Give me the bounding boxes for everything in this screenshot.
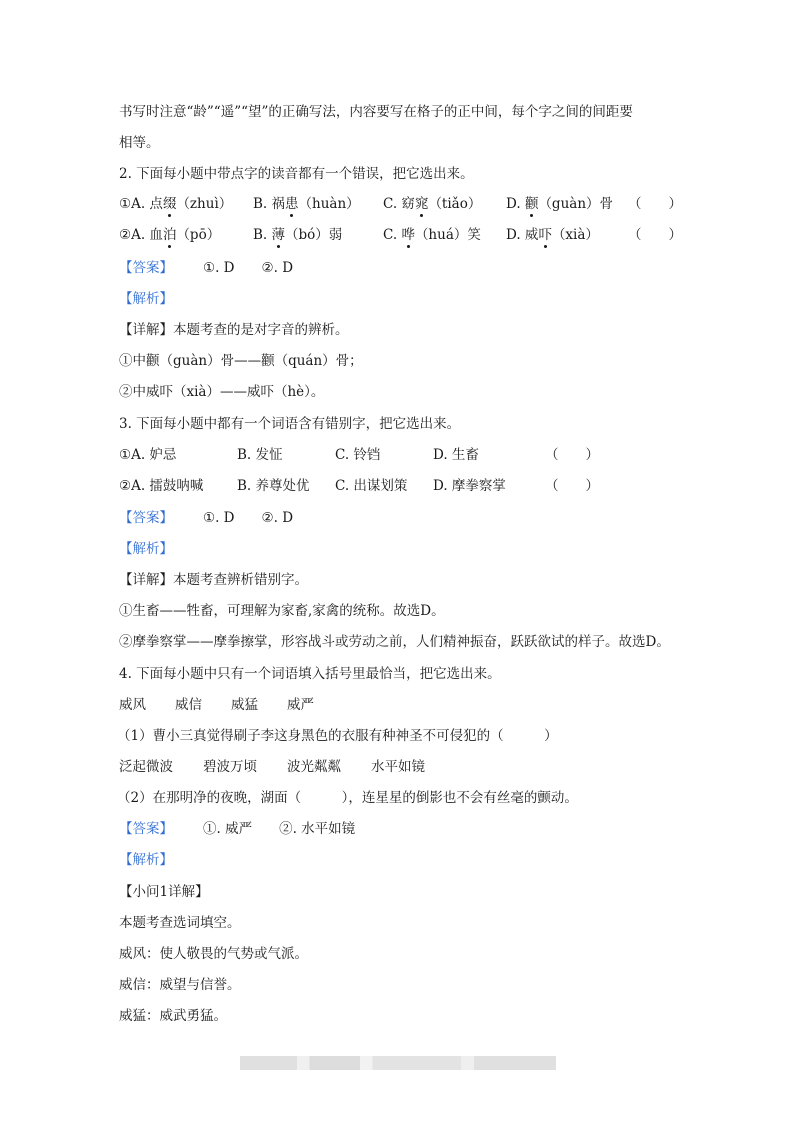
question-2-row-1 (119, 195, 682, 213)
option-c: C. 哗（huá）笑 (383, 227, 481, 243)
answer-tag: 【答案】 (119, 821, 173, 837)
answer-text: ①. D ②. D (203, 510, 294, 526)
question-4-sentence-1: （1）曹小三真觉得刷子李这身黑色的衣服有种神圣不可侵犯的（ ） (117, 728, 558, 744)
question-4-word-bank-2 (119, 758, 425, 776)
question-3-detail-1: ①生畜——牲畜，可理解为家畜,家禽的统称。故选D。 (119, 603, 445, 619)
option-d: D. 威吓（xià） (506, 227, 599, 243)
option-b: B. 养尊处优 (237, 478, 310, 494)
definition-2: 威信：威望与信誉。 (119, 977, 241, 993)
question-2-detail-2: ②中威吓（xià）——威吓（hè）。 (119, 384, 325, 400)
question-4-analysis-tag: 【解析】 (119, 852, 173, 868)
option-c: C. 铃铛 (335, 447, 381, 463)
detail-text: 本题考查的是对字音的辨析。 (173, 322, 349, 338)
question-4-sentence-2: （2）在那明净的夜晚，湖面（ ），连星星的倒影也不会有丝毫的颤动。 (117, 790, 578, 806)
question-4-sub-1-tag: 【小问1详解】 (119, 884, 209, 900)
detail-tag: 【详解】 (119, 572, 173, 588)
detail-text: 本题考查辨析错别字。 (173, 572, 308, 588)
question-3-detail-2: ②摩拳察掌——摩拳擦掌，形容战斗或劳动之前，人们精神振奋，跃跃欲试的样子。故选D。 (119, 634, 670, 650)
question-3-answer (119, 509, 293, 527)
question-3-row-2 (119, 477, 599, 495)
option-b: B. 祸患（huàn） (253, 196, 360, 212)
question-3-stem: 3. 下面每小题中都有一个词语含有错别字，把它选出来。 (119, 416, 461, 432)
answer-blank: （ ） (628, 196, 682, 212)
option-a: ①A. 点缀（zhuì） (119, 196, 233, 212)
option-c: C. 出谋划策 (335, 478, 408, 494)
question-3-analysis-tag: 【解析】 (119, 541, 173, 557)
answer-blank: （ ） (545, 447, 599, 463)
question-2-row-2 (119, 226, 682, 244)
word-option: 碧波万顷 (203, 759, 257, 775)
word-option: 威信 (175, 697, 202, 713)
word-option: 水平如镜 (371, 759, 425, 775)
answer-blank: （ ） (628, 227, 682, 243)
question-2-answer (119, 259, 293, 277)
option-b: B. 薄（bó）弱 (253, 227, 343, 243)
option-c: C. 窈窕（tiǎo） (383, 196, 482, 212)
question-4-stem: 4. 下面每小题中只有一个词语填入括号里最恰当，把它选出来。 (119, 666, 501, 682)
answer-tag: 【答案】 (119, 510, 173, 526)
option-d: D. 摩拳察掌 (433, 478, 506, 494)
answer-text: ①. 威严 ②. 水平如镜 (203, 821, 356, 837)
option-b: B. 发怔 (237, 447, 283, 463)
option-d: D. 生畜 (433, 447, 479, 463)
definition-3: 威猛：威武勇猛。 (119, 1008, 227, 1024)
option-a: ②A. 擂鼓呐喊 (119, 478, 204, 494)
question-2-detail (119, 321, 349, 339)
word-option: 波光粼粼 (287, 759, 341, 775)
question-4-sub-1-text: 本题考查选词填空。 (119, 915, 241, 931)
option-a: ②A. 血泊（pō） (119, 227, 221, 243)
intro-line-1: 书写时注意“龄”“遥”“望”的正确写法，内容要写在格子的正中间，每个字之间的间距要 (119, 104, 633, 120)
intro-line-2: 相等。 (119, 135, 160, 151)
question-3-detail (119, 571, 308, 589)
question-4-answer (119, 820, 355, 838)
answer-blank: （ ） (545, 478, 599, 494)
word-option: 威猛 (231, 697, 258, 713)
question-2-stem: 2. 下面每小题中带点字的读音都有一个错误，把它选出来。 (119, 166, 474, 182)
question-4-word-bank-1 (119, 696, 314, 714)
word-option: 威风 (119, 697, 146, 713)
answer-text: ①. D ②. D (203, 260, 294, 276)
detail-tag: 【详解】 (119, 322, 173, 338)
word-option: 威严 (287, 697, 314, 713)
option-a: ①A. 妒忌 (119, 447, 177, 463)
question-2-analysis-tag: 【解析】 (119, 291, 173, 307)
blurred-footer-watermark (240, 1056, 556, 1070)
definition-1: 威风：使人敬畏的气势或气派。 (119, 946, 308, 962)
question-3-row-1 (119, 446, 599, 464)
word-option: 泛起微波 (119, 759, 173, 775)
question-2-detail-1: ①中颧（guàn）骨——颧（quán）骨； (119, 353, 363, 369)
option-d: D. 颧（guàn）骨 (506, 196, 614, 212)
answer-tag: 【答案】 (119, 260, 173, 276)
